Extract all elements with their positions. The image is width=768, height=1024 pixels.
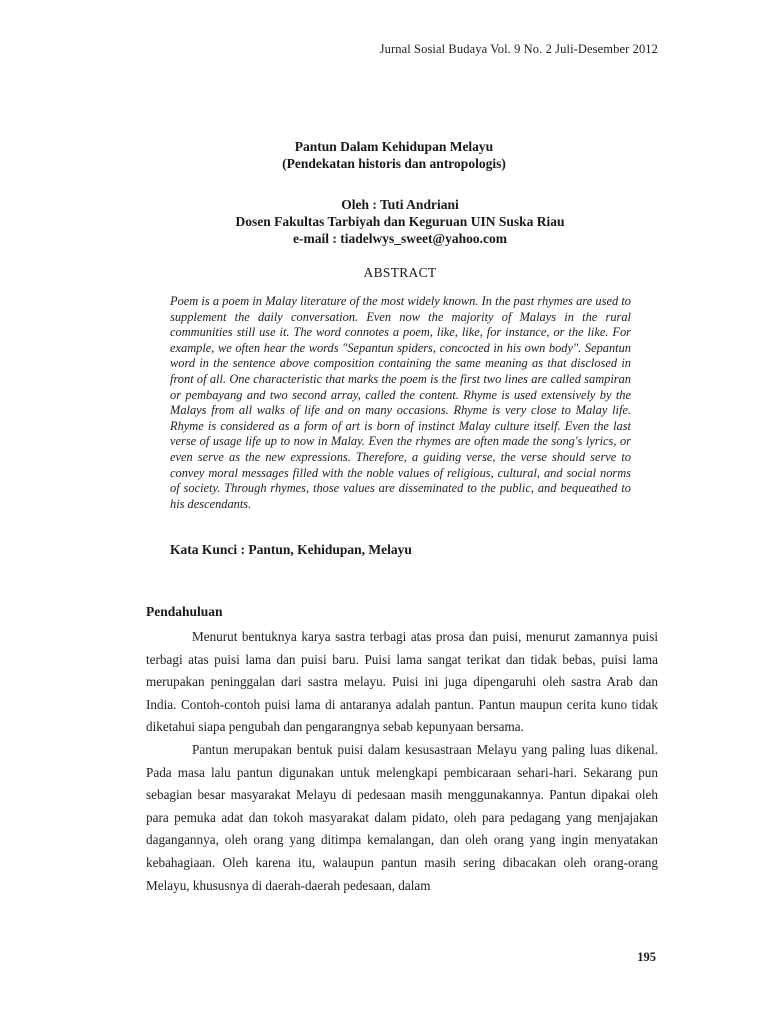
section-heading: Pendahuluan [146, 604, 223, 619]
article-subtitle: (Pendekatan historis dan antropologis) [282, 156, 506, 171]
abstract-heading: ABSTRACT [363, 265, 437, 280]
author-affiliation: Dosen Fakultas Tarbiyah dan Keguruan UIN Suska Riau [235, 214, 565, 229]
body-text [146, 626, 658, 897]
author-block [0, 196, 768, 247]
author-line: Oleh : Tuti Andriani [341, 197, 459, 212]
body-paragraph: Menurut bentuknya karya sastra terbagi atas prosa dan puisi, menurut zamannya puisi terbagi atas puisi lama dan puisi baru. Puisi lama sangat terikat dan tidak bebas, puisi lama merupakan peninggalan dari sastra melayu. Puisi ini juga dipengaruhi oleh sastra Arab dan India. Contoh-contoh puisi lama di antaranya adalah pantun. Pantun maupun cerita kuno tidak diketahui siapa pengubah dan pengarangnya sebab kepunyaan bersama. [146, 629, 658, 735]
page-number: 195 [637, 950, 656, 964]
title-block [0, 138, 768, 172]
author-email: e-mail : tiadelwys_sweet@yahoo.com [293, 231, 507, 246]
article-title: Pantun Dalam Kehidupan Melayu [294, 139, 494, 154]
body-paragraph: Pantun merupakan bentuk puisi dalam kesusastraan Melayu yang paling luas dikenal. Pada masa lalu pantun digunakan untuk melengkapi pembicaraan sehari-hari. Sekarang pun sebagian besar masyarakat Melayu di pedesaan masih menggunakannya. Pantun dipakai oleh para pemuka adat dan tokoh masyarakat dalam pidato, oleh para pedagang yang menjajakan dagangannya, oleh orang yang ditimpa kemalangan, dan oleh orang yang ingin menyatakan kebahagiaan. Oleh karena itu, walaupun pantun masih sering dibacakan oleh orang-orang Melayu, khususnya di daerah-daerah pedesaan, dalam [146, 741, 658, 893]
keywords: Kata Kunci : Pantun, Kehidupan, Melayu [170, 542, 412, 557]
running-header: Jurnal Sosial Budaya Vol. 9 No. 2 Juli-Desember 2012 [379, 42, 658, 56]
abstract-body: Poem is a poem in Malay literature of the most widely known. In the past rhymes are used to supplement the daily conversation. Even now the majority of Malays in the rural communities still use it. The word connotes a poem, like, like, for instance, or the like. For example, we often hear the words "Sepantun spiders, concocted in his own body". Sepantun word in the sentence above composition containing the same meaning as that disclosed in front of all. One characteristic that marks the poem is the first two lines are called sampiran or pembayang and two second array, called the content. Rhyme is used extensively by the Malays from all walks of life and on many occasions. Rhyme is very close to Malay life. Rhyme is considered as a form of art is born of instinct Malay culture itself. Even the last verse of usage life up to now in Malay. Even the rhymes are often made the song's lyrics, or even serve as the new expressions. Therefore, a guiding verse, the verse should serve to convey moral messages filled with the noble values of religious, cultural, and social norms of society. Through rhymes, those values are disseminated to the public, and bequeathed to his descendants. [170, 294, 631, 511]
